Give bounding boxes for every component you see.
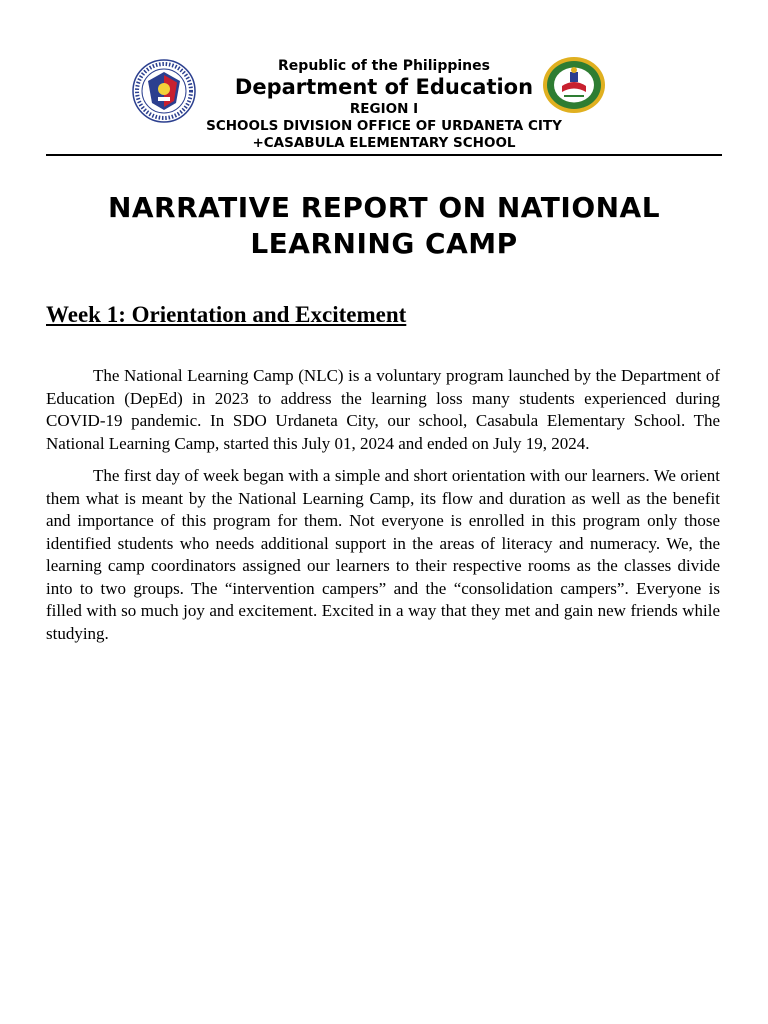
week-heading: Week 1: Orientation and Excitement: [46, 302, 407, 327]
paragraph-1: The National Learning Camp (NLC) is a voluntary program launched by the Department of Education (DepEd) in 2023 to address the learning loss many students experienced during COVID-19 pandemic. In SDO Urdaneta City, our school, Casabula Elementary School. The National Learning Camp, started this July 01, 2024 and ended on July 19, 2024.: [46, 366, 720, 453]
report-body: [46, 365, 720, 655]
header-divider: [46, 154, 722, 156]
division-office-label: SCHOOLS DIVISION OFFICE OF URDANETA CITY: [206, 118, 562, 134]
department-name: Department of Education: [234, 75, 534, 99]
deped-seal-icon: [132, 59, 196, 123]
letterhead: [46, 56, 722, 156]
report-title: NARRATIVE REPORT ON NATIONAL LEARNING CAMP: [107, 191, 661, 260]
republic-label: Republic of the Philippines: [278, 58, 490, 74]
school-name: +CASABULA ELEMENTARY SCHOOL: [252, 135, 516, 151]
paragraph-2: The first day of week began with a simple and short orientation with our learners. We orient them what is meant by the National Learning Camp, its flow and duration as well as the benefit and importance of this program for them. Not everyone is enrolled in this program only those identified students who needs additional support in the areas of literacy and numeracy. We, the learning camp coordinators assigned our learners to their respective rooms as the classes divide into to two groups. The “intervention campers” and the “consolidation campers”. Everyone is filled with so much joy and excitement. Excited in a way that they met and gain new friends while studying.: [46, 466, 720, 643]
region-label: REGION I: [349, 101, 419, 117]
school-seal-icon: [542, 56, 606, 114]
